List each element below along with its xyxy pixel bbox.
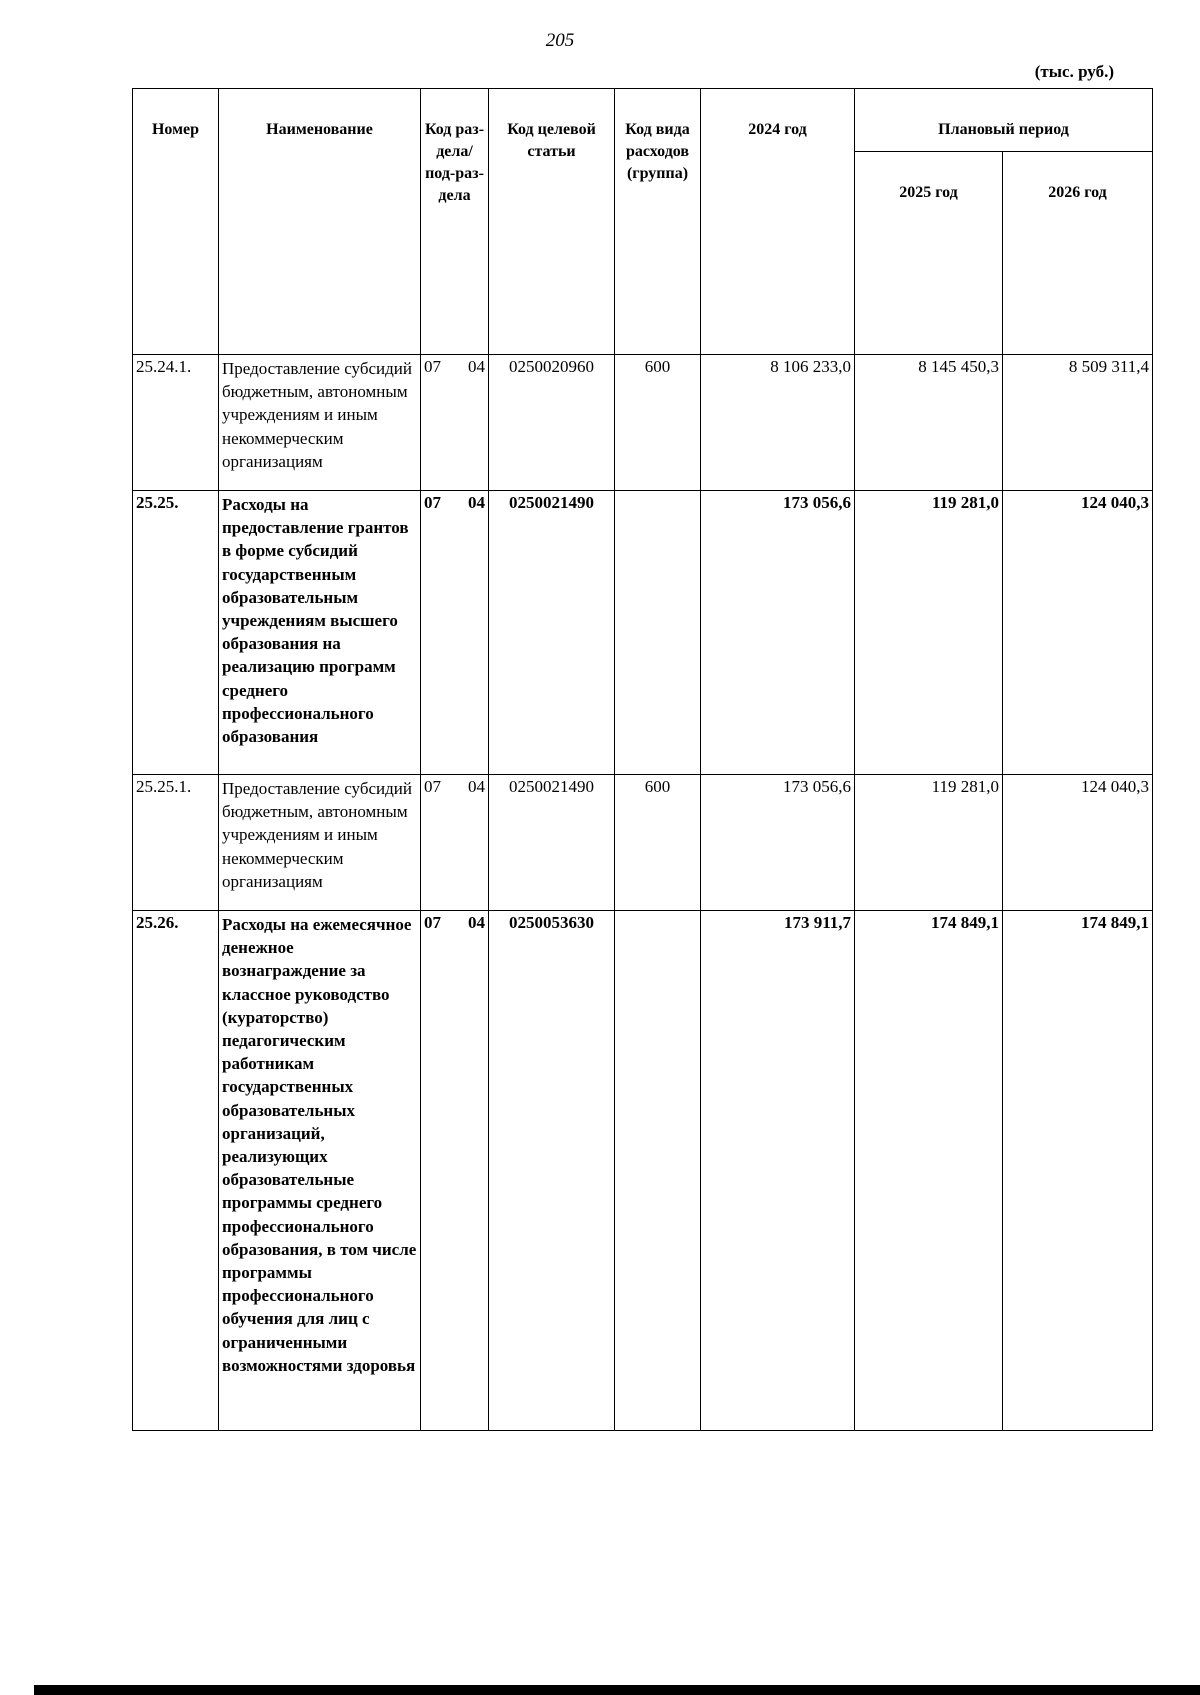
row-section-code — [421, 355, 489, 491]
table-row — [133, 355, 1153, 491]
units-label: (тыс. руб.) — [1034, 62, 1114, 81]
page-bottom-edge — [34, 1685, 1200, 1695]
page-number: 205 — [545, 30, 575, 51]
row-subsection: 04 — [468, 913, 485, 932]
row-subsection: 04 — [468, 357, 485, 376]
row-amount-2024: 8 106 233,0 — [701, 355, 855, 491]
row-expense-type: 600 — [615, 775, 701, 911]
table-row — [133, 911, 1153, 1431]
row-amount-2025: 119 281,0 — [855, 775, 1003, 911]
row-section: 07 — [424, 913, 441, 932]
row-name: Предоставление субсидий бюджетным, автономным учреждениям и иным некоммерческим организациям — [219, 775, 421, 911]
row-amount-2026: 8 509 311,4 — [1003, 355, 1153, 491]
row-section: 07 — [424, 777, 441, 796]
row-name: Предоставление субсидий бюджетным, автономным учреждениям и иным некоммерческим организациям — [219, 355, 421, 491]
row-expense-type: 600 — [615, 355, 701, 491]
row-amount-2025: 119 281,0 — [855, 491, 1003, 775]
row-target-code: 0250020960 — [489, 355, 615, 491]
row-section-code — [421, 911, 489, 1431]
header-planned-period: Плановый период — [855, 89, 1153, 152]
header-expense-type: Код вида расходов (группа) — [615, 89, 701, 355]
row-target-code: 0250021490 — [489, 775, 615, 911]
header-section: Код раз-дела/ под-раз-дела — [421, 89, 489, 355]
header-year-2024: 2024 год — [701, 89, 855, 355]
row-number: 25.25. — [133, 491, 219, 775]
row-expense-type — [615, 911, 701, 1431]
header-year-2025: 2025 год — [855, 152, 1003, 355]
row-name: Расходы на предоставление грантов в форме субсидий государственным образовательным учреждениям высшего образования на реализацию программ среднего профессионального образования — [219, 491, 421, 775]
header-name: Наименование — [219, 89, 421, 355]
table-row — [133, 775, 1153, 911]
row-section-code — [421, 491, 489, 775]
row-section: 07 — [424, 357, 441, 376]
table-body — [133, 355, 1153, 1431]
row-subsection: 04 — [468, 493, 485, 512]
row-subsection: 04 — [468, 777, 485, 796]
row-amount-2024: 173 056,6 — [701, 775, 855, 911]
row-amount-2025: 8 145 450,3 — [855, 355, 1003, 491]
row-target-code: 0250053630 — [489, 911, 615, 1431]
row-number: 25.25.1. — [133, 775, 219, 911]
row-name: Расходы на ежемесячное денежное вознаграждение за классное руководство (кураторство) педагогическим работникам государственных образовательных организаций, реализующих образовательные программы среднего профессионального образования, в том числе программы профессионального обучения для лиц с ограниченными возможностями здоровья — [219, 911, 421, 1431]
row-amount-2025: 174 849,1 — [855, 911, 1003, 1431]
row-number: 25.26. — [133, 911, 219, 1431]
table-row — [133, 491, 1153, 775]
row-amount-2026: 124 040,3 — [1003, 775, 1153, 911]
header-year-2026: 2026 год — [1003, 152, 1153, 355]
row-amount-2024: 173 911,7 — [701, 911, 855, 1431]
header-number: Номер — [133, 89, 219, 355]
row-expense-type — [615, 491, 701, 775]
header-row — [133, 89, 1153, 152]
row-target-code: 0250021490 — [489, 491, 615, 775]
header-target-code: Код целевой статьи — [489, 89, 615, 355]
row-amount-2026: 124 040,3 — [1003, 491, 1153, 775]
row-section-code — [421, 775, 489, 911]
row-amount-2026: 174 849,1 — [1003, 911, 1153, 1431]
budget-table — [132, 88, 1153, 1431]
row-section: 07 — [424, 493, 441, 512]
row-number: 25.24.1. — [133, 355, 219, 491]
row-amount-2024: 173 056,6 — [701, 491, 855, 775]
